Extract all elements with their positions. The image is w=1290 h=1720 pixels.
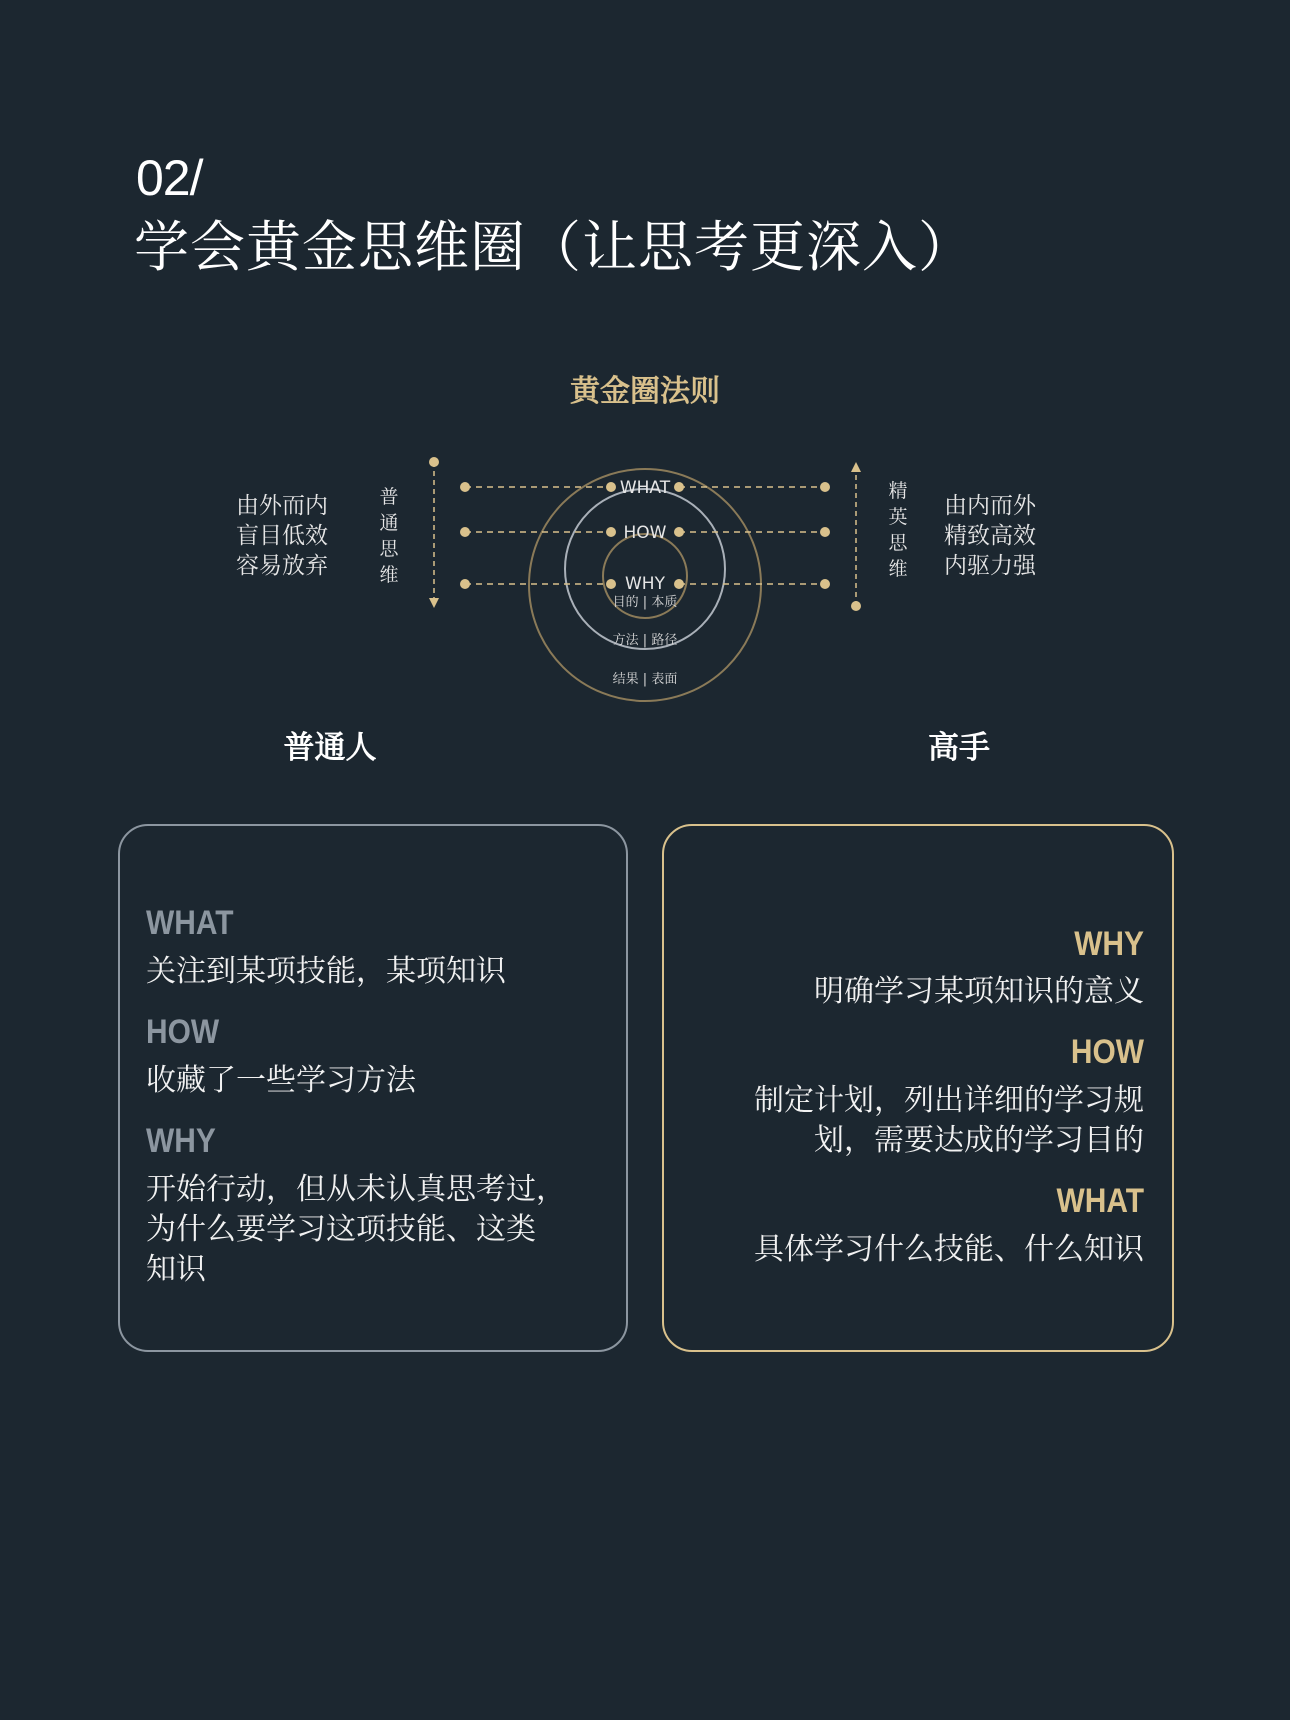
ring-sub-middle: 方法 | 路径 — [612, 633, 678, 648]
dot — [460, 527, 470, 537]
vertical-char: 精 — [888, 480, 908, 502]
right-vertical-label — [886, 478, 910, 582]
left-side-line: 容易放弃 — [236, 553, 328, 579]
vertical-char: 普 — [379, 486, 399, 508]
left-text-why-3: 知识 — [146, 1252, 206, 1287]
right-text-what: 具体学习什么技能、什么知识 — [754, 1232, 1144, 1267]
right-side-text — [944, 491, 1036, 581]
left-side-line: 盲目低效 — [236, 523, 328, 549]
ring-sub-outer: 结果 | 表面 — [612, 672, 678, 687]
dot — [820, 482, 830, 492]
left-side-line: 由外而内 — [236, 493, 328, 519]
section-number: 02/ — [136, 150, 203, 206]
left-text-what: 关注到某项技能，某项知识 — [146, 954, 506, 989]
dot — [820, 579, 830, 589]
right-text-why: 明确学习某项知识的意义 — [814, 974, 1144, 1009]
left-text-why-2: 为什么要学习这项技能、这类 — [146, 1212, 536, 1247]
diagram-title: 黄金圈法则 — [570, 374, 720, 409]
ring-label-how: HOW — [623, 523, 667, 543]
page-title: 学会黄金思维圈（让思考更深入） — [134, 215, 975, 279]
left-arrow-head — [429, 598, 439, 608]
left-keyword-why: WHY — [146, 1122, 216, 1160]
left-keyword-how: HOW — [146, 1013, 220, 1051]
right-side-line: 精致高效 — [944, 523, 1036, 549]
left-column-heading: 普通人 — [283, 730, 377, 766]
right-keyword-why: WHY — [1074, 925, 1144, 963]
vertical-char: 通 — [379, 512, 399, 534]
right-side-line: 内驱力强 — [944, 553, 1036, 579]
ring-label-what: WHAT — [619, 478, 671, 498]
ring-sub-inner: 目的 | 本质 — [612, 595, 678, 610]
right-column-heading: 高手 — [928, 730, 990, 766]
dot — [460, 482, 470, 492]
dot — [460, 579, 470, 589]
left-side-text — [236, 491, 328, 581]
right-text-how-2: 划，需要达成的学习目的 — [814, 1123, 1144, 1158]
left-vertical-label — [377, 484, 401, 588]
left-keyword-what: WHAT — [146, 904, 234, 942]
vertical-char: 维 — [888, 558, 908, 580]
right-arrow-head — [851, 462, 861, 472]
vertical-char: 英 — [888, 506, 908, 528]
right-keyword-how: HOW — [1070, 1033, 1144, 1071]
ring-label-why: WHY — [625, 574, 665, 594]
vertical-char: 思 — [379, 538, 399, 560]
right-text-how-1: 制定计划，列出详细的学习规 — [754, 1083, 1144, 1118]
vertical-char: 维 — [379, 564, 399, 586]
right-keyword-what: WHAT — [1056, 1182, 1144, 1220]
left-text-how: 收藏了一些学习方法 — [146, 1063, 416, 1098]
middle-ring — [565, 489, 725, 649]
vertical-char: 思 — [888, 532, 908, 554]
dot — [820, 527, 830, 537]
left-text-why-1: 开始行动，但从未认真思考过， — [146, 1172, 566, 1207]
right-side-line: 由内而外 — [944, 493, 1036, 519]
